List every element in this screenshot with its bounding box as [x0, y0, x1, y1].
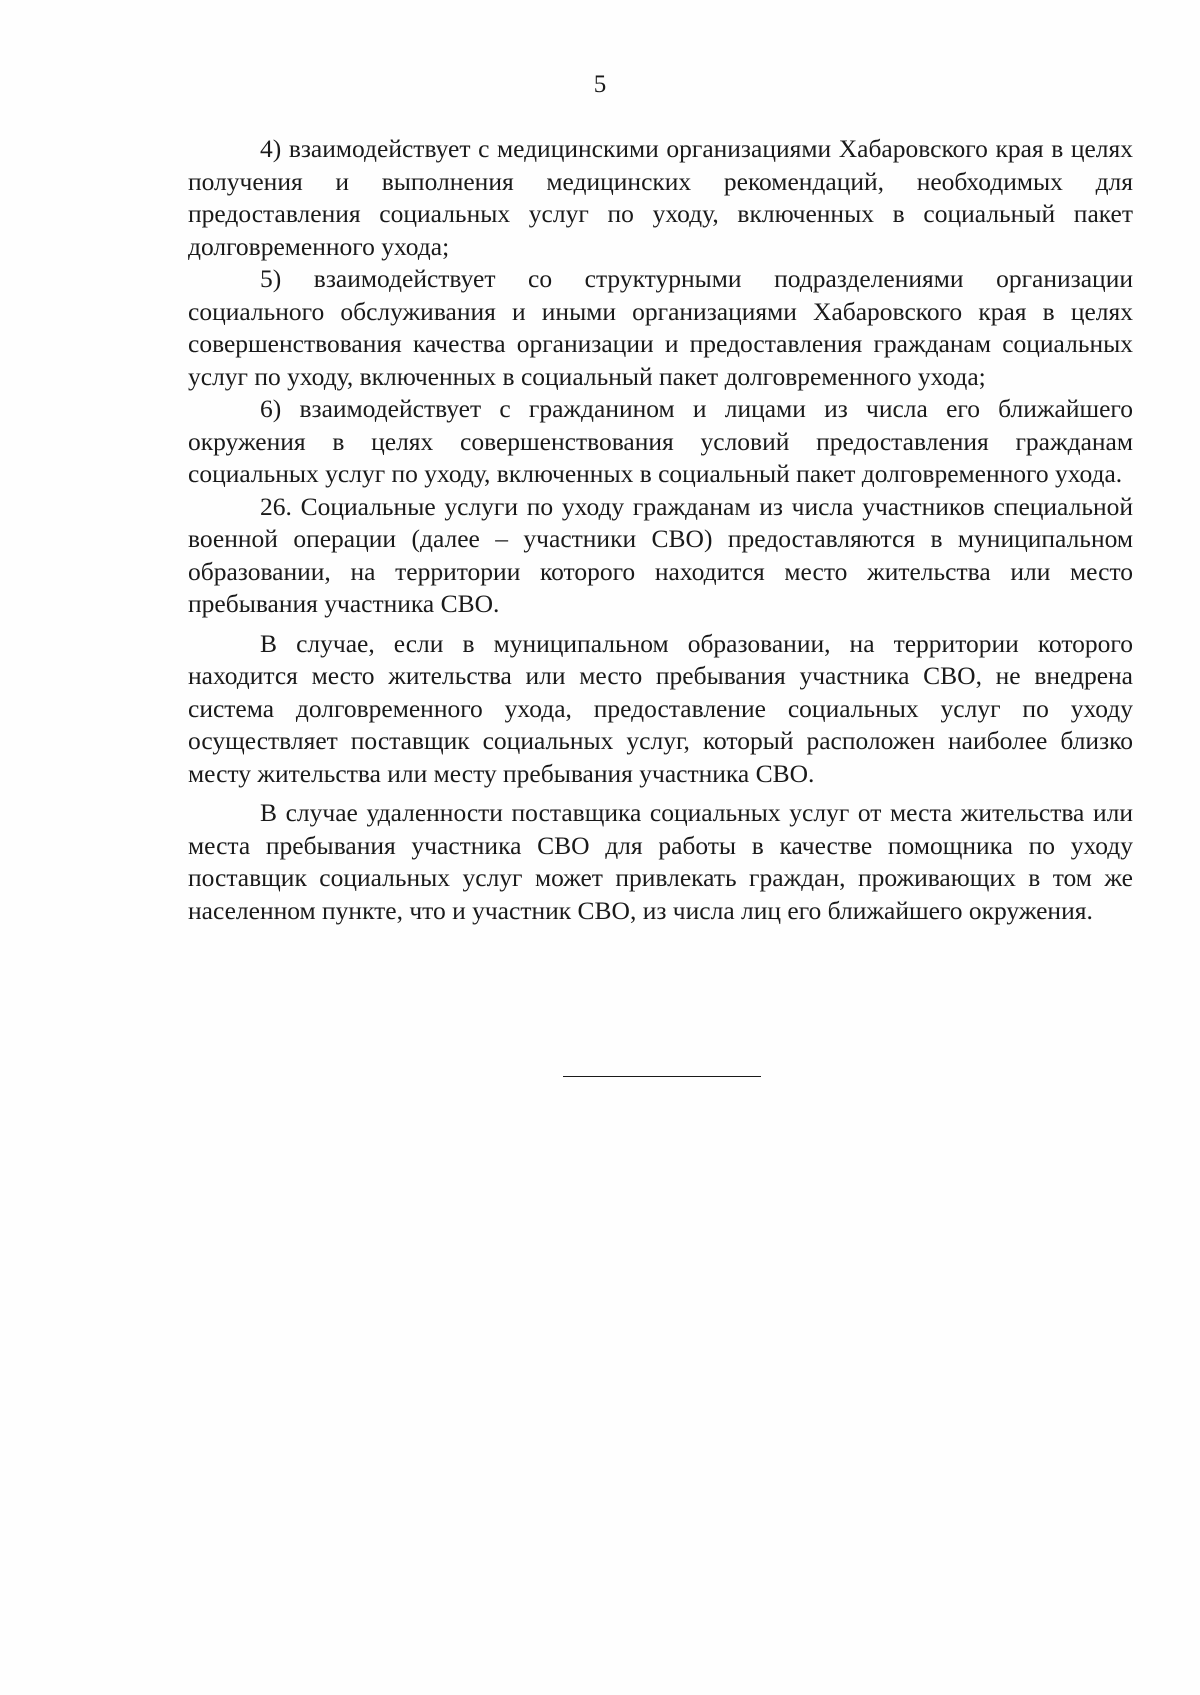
end-separator-line — [563, 1076, 761, 1077]
paragraph-clause-26: 26. Социальные услуги по уходу гражданам из числа участников специальной военной операции (далее – участники СВО) предоставляются в муниципальном образовании, на территории которого находится место жительства или место пребывания участника СВО. — [188, 491, 1133, 618]
page-number: 5 — [593, 71, 607, 98]
document-body — [188, 133, 1133, 927]
paragraph-no-ltc-system: В случае, если в муниципальном образовании, на территории которого находится место жительства или место пребывания участника СВО, не внедрена система долговременного ухода, предоставление социальных услуг по уходу осуществляет поставщик социальных услуг, который расположен наиболее близко месту жительства или месту пребывания участника СВО. — [188, 628, 1133, 788]
paragraph-item-5: 5) взаимодействует со структурными подразделениями организации социального обслуживания и иными организациями Хабаровского края в целях совершенствования качества организации и предоставления гражданам социальных услуг по уходу, включенных в социальный пакет долговременного ухода; — [188, 264, 1133, 391]
paragraph-item-4: 4) взаимодействует с медицинскими организациями Хабаровского края в целях получения и выполнения медицинских рекомендаций, необходимых для предоставления социальных услуг по уходу, включенных в социальный пакет долговременного ухода; — [188, 134, 1133, 261]
paragraph-remote-provider: В случае удаленности поставщика социальных услуг от места жительства или места пребывания участника СВО для работы в качестве помощника по уходу поставщик социальных услуг может привлекать граждан, проживающих в том же населенном пункте, что и участник СВО, из числа лиц его ближайшего окружения. — [188, 798, 1133, 925]
paragraph-item-6: 6) взаимодействует с гражданином и лицами из числа его ближайшего окружения в целях совершенствования условий предоставления гражданам социальных услуг по уходу, включенных в социальный пакет долговременного ухода. — [188, 394, 1133, 488]
